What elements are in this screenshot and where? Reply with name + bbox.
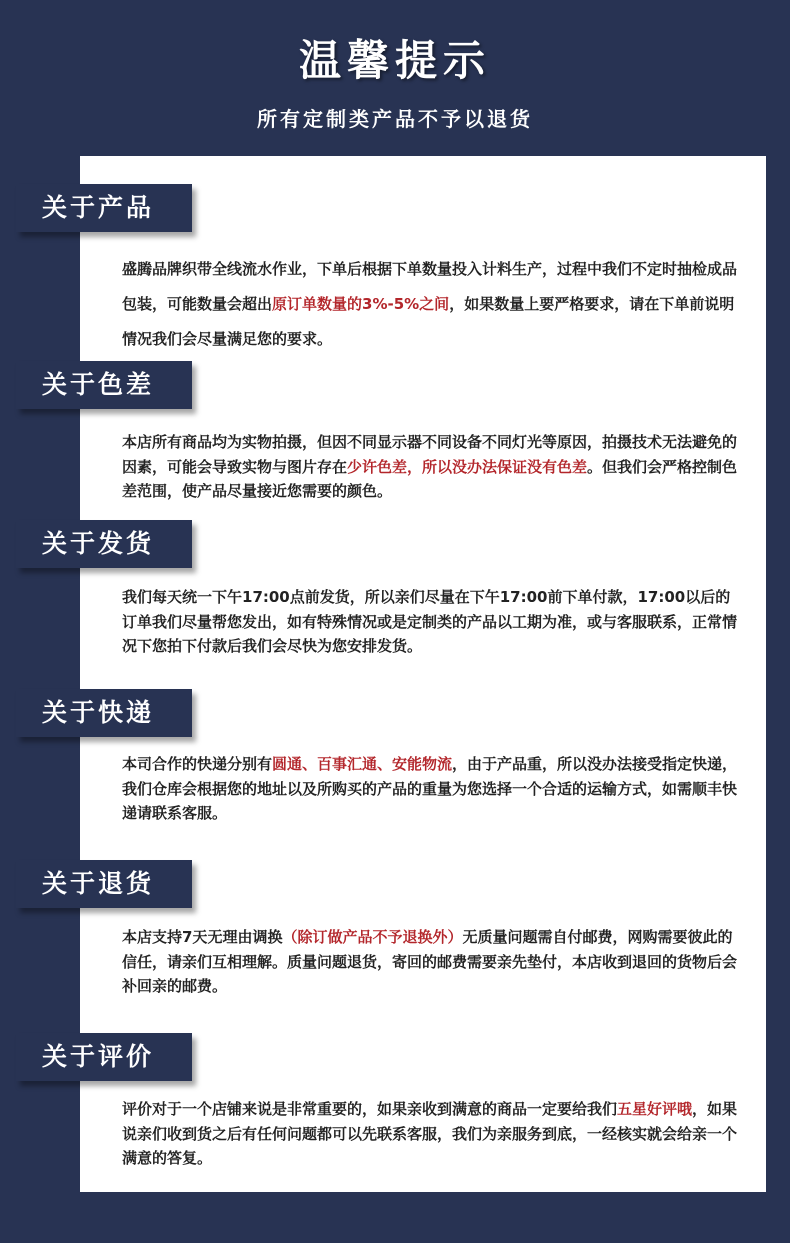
highlight-no-return: （除订做产品不予退换外）: [282, 928, 463, 946]
section-body-shipping: 我们每天统一下午17:00点前发货，所以亲们尽量在下午17:00前下单付款，17:00以后的订单我们尽量帮您发出，如有特殊情况或是定制类的产品以工期为准，或与客服联系，正常情况下您拍下付款后我们会尽快为您安排发货。: [122, 588, 738, 655]
highlight-five-star: 五星好评哦: [617, 1100, 693, 1118]
section-heading-express: 关于快递: [16, 689, 192, 737]
section-body-review: 评价对于一个店铺来说是非常重要的，如果亲收到满意的商品一定要给我们五星好评哦，如果说亲们收到货之后有任何问题都可以先联系客服，我们为亲服务到底，一经核实就会给亲一个满意的答复。: [122, 1100, 738, 1167]
section-heading-product: 关于产品: [16, 184, 192, 232]
section-body-express: 本司合作的快递分别有圆通、百事汇通、安能物流，由于产品重，所以没办法接受指定快递，我们仓库会根据您的地址以及所购买的产品的重量为您选择一个合适的运输方式，如需顺丰快递请联系客服。: [122, 755, 738, 822]
section-heading-returns: 关于退货: [16, 860, 192, 908]
section-heading-review: 关于评价: [16, 1033, 192, 1081]
highlight-color-diff: 少许色差，所以没办法保证没有色差: [347, 457, 588, 476]
highlight-couriers: 圆通、百事汇通、安能物流: [272, 755, 453, 773]
section-body-returns: 本店支持7天无理由调换（除订做产品不予退换外）无质量问题需自付邮费，网购需要彼此的信任，请亲们互相理解。质量问题退货，寄回的邮费需要亲先垫付，本店收到退回的货物后会补回亲的邮费。: [122, 928, 738, 995]
section-body-product: 盛腾品牌织带全线流水作业，下单后根据下单数量投入计料生产，过程中我们不定时抽检成品包装，可能数量会超出原订单数量的3%-5%之间，如果数量上要严格要求，请在下单前说明情况我们会尽量满足您的要求。: [122, 260, 738, 348]
page-title: 温馨提示: [298, 36, 491, 85]
section-heading-color: 关于色差: [16, 361, 192, 409]
highlight-quantity: 原订单数量的3%-5%之间: [272, 295, 450, 313]
section-body-color: 本店所有商品均为实物拍摄，但因不同显示器不同设备不同灯光等原因，拍摄技术无法避免的因素，可能会导致实物与图片存在少许色差，所以没办法保证没有色差。但我们会严格控制色差范围，使产品尽量接近您需要的颜色。: [122, 433, 738, 500]
section-heading-shipping: 关于发货: [16, 520, 192, 568]
page-subtitle: 所有定制类产品不予以退货: [257, 107, 533, 131]
